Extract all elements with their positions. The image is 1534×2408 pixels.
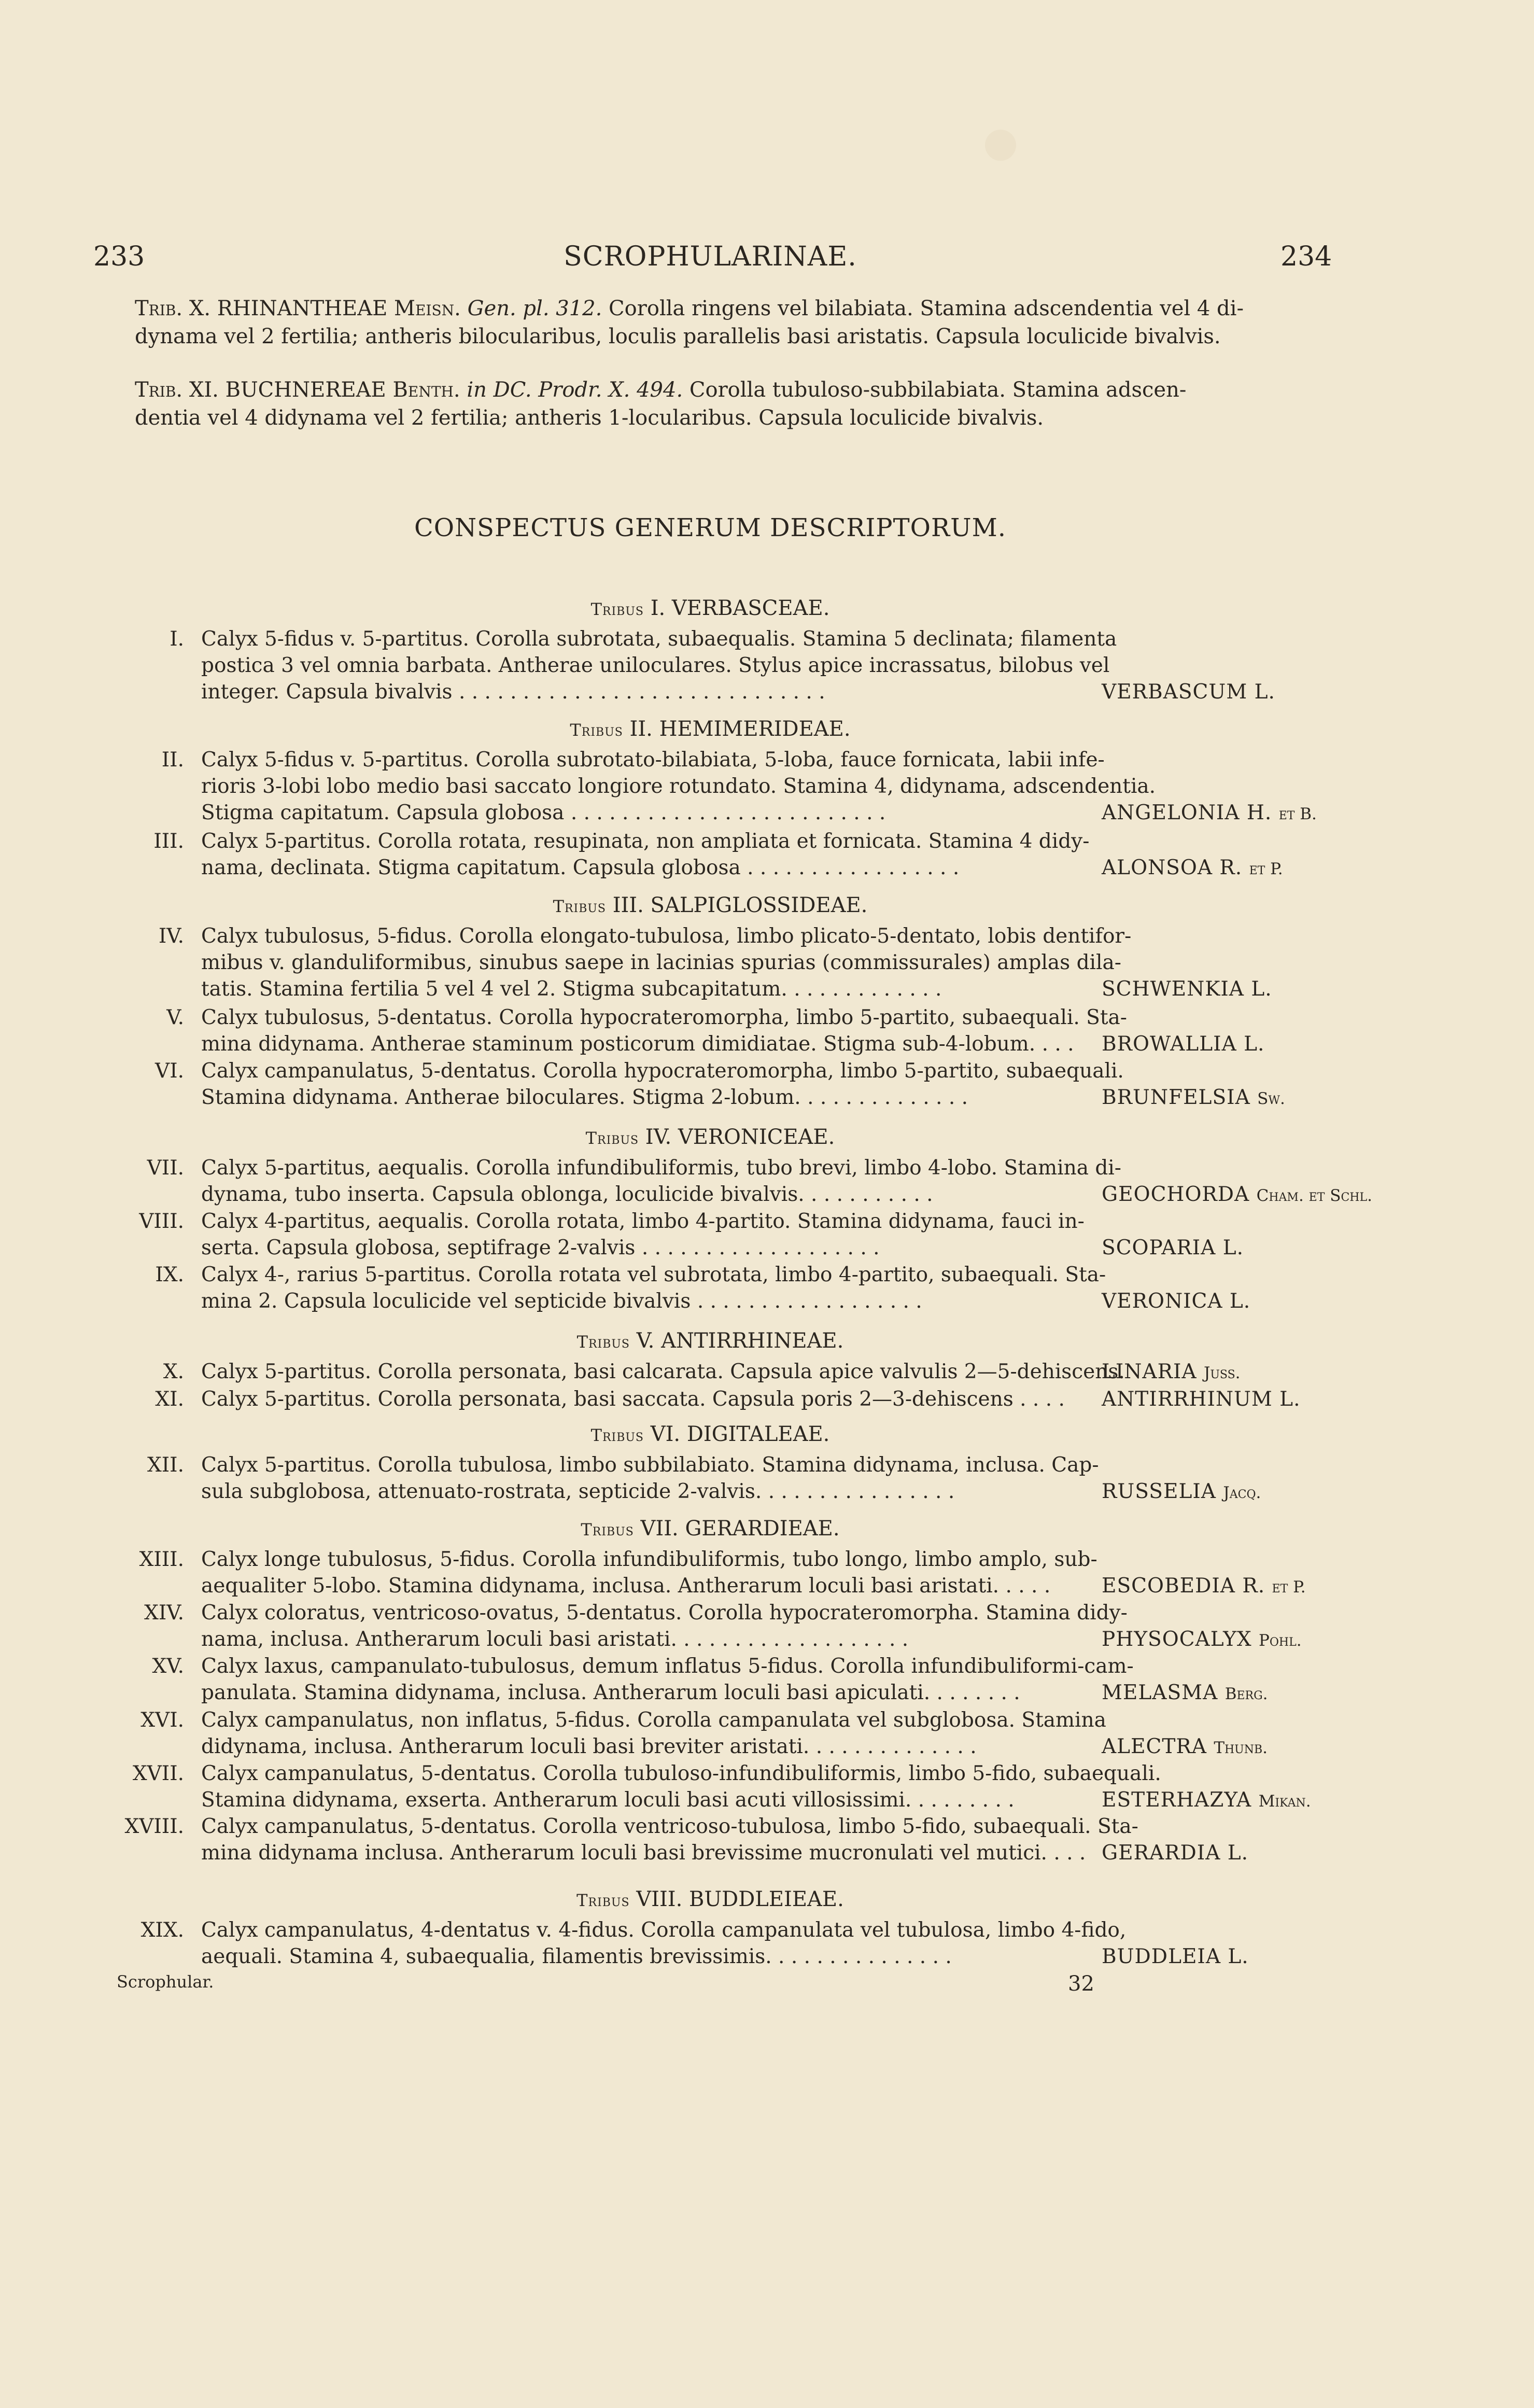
tribus-heading: Tribus I. VERBASCEAE. (590, 596, 830, 620)
entry-description-line: Calyx 4-partitus, aequalis. Corolla rotata, limbo 4-partito. Stamina didynama, fauci in- (201, 1210, 1085, 1233)
genus-name (1102, 1360, 1241, 1383)
entry-description-line: integer. Capsula bivalvis . . . . . . . . . . . . . . . . . . . . . . . . . . . . . (201, 680, 825, 704)
tribe-intro-xi (135, 376, 1327, 432)
tribus-heading: Tribus VI. DIGITALEAE. (590, 1422, 830, 1446)
genus-name (1102, 1574, 1306, 1598)
entry-description-line: Stigma capitatum. Capsula globosa . . . . . . . . . . . . . . . . . . . . . . . . . (201, 801, 886, 824)
entry-description-line: postica 3 vel omnia barbata. Antherae uniloculares. Stylus apice incrassatus, bilobus vel (201, 654, 1110, 677)
entry-number: XI. (155, 1388, 184, 1411)
tribe-intro-line: dentia vel 4 didynama vel 2 fertilia; antheris 1-locularibus. Capsula loculicide bivalvis. (135, 406, 1044, 430)
entry-description-line: Calyx 5-fidus v. 5-partitus. Corolla subrotato-bilabiata, 5-loba, fauce fornicata, labii infe- (201, 748, 1105, 772)
genus-name (1102, 1183, 1372, 1206)
signature-mark: Scrophular. (117, 1972, 214, 1992)
entry-description-line: Calyx tubulosus, 5-dentatus. Corolla hypocrateromorpha, limbo 5-partito, subaequali. Sta- (201, 1006, 1127, 1029)
genus-label: ANTIRRHINUM L. (1102, 1388, 1301, 1411)
entry-description-line: Calyx campanulatus, 5-dentatus. Corolla tubuloso-infundibuliformis, limbo 5-fido, subaequali. (201, 1762, 1161, 1785)
genus-label: VERONICA L. (1102, 1290, 1251, 1313)
genus-label: ALONSOA R. (1102, 856, 1249, 879)
genus-label: BUDDLEIA L. (1102, 1945, 1249, 1968)
entry-number: XII. (147, 1453, 184, 1477)
entry-number: XIII. (139, 1548, 184, 1571)
genus-name (1102, 1681, 1268, 1704)
entry-description-line: mina didynama inclusa. Antherarum loculi basi brevissime mucronulati vel mutici. . . . (201, 1841, 1086, 1865)
tribus-heading: Tribus III. SALPIGLOSSIDEAE. (553, 893, 868, 917)
genus-label: ESTERHAZYA (1102, 1788, 1259, 1812)
entry-description-line: mibus v. glanduliformibus, sinubus saepe in lacinias spurias (commissurales) amplas dila- (201, 951, 1121, 974)
genus-name (1102, 856, 1283, 879)
genus-name (1102, 801, 1317, 824)
genus-name (1102, 1290, 1250, 1313)
genus-author: Mikan. (1258, 1792, 1311, 1811)
entry-description-line: Calyx 5-fidus v. 5-partitus. Corolla subrotata, subaequalis. Stamina 5 declinata; filamenta (201, 627, 1117, 651)
entry-number: II. (161, 748, 184, 772)
entry-number: V. (166, 1006, 184, 1029)
genus-name (1102, 1735, 1268, 1758)
tribus-heading: Tribus VIII. BUDDLEIEAE. (576, 1887, 844, 1911)
genus-label: LINARIA (1102, 1360, 1204, 1383)
genus-label: ANGELONIA H. (1102, 801, 1279, 824)
entry-number: IX. (155, 1263, 184, 1286)
tribe-intro-line: dynama vel 2 fertilia; antheris bilocularibus, loculis parallelis basi aristatis. Capsula loculicide bivalvis. (135, 325, 1221, 348)
right-page-number: 234 (1280, 241, 1332, 272)
genus-name (1102, 1841, 1248, 1865)
entry-number: X. (163, 1360, 184, 1383)
entry-description-line: Calyx campanulatus, non inflatus, 5-fidus. Corolla campanulata vel subglobosa. Stamina (201, 1709, 1106, 1732)
genus-author: Thunb. (1214, 1739, 1268, 1757)
genus-name (1102, 1086, 1285, 1109)
entry-description-line: aequaliter 5-lobo. Stamina didynama, inclusa. Antherarum loculi basi aristati. . . . . (201, 1574, 1051, 1598)
entry-number: IV. (158, 925, 184, 948)
entry-number: VIII. (139, 1210, 184, 1233)
entry-description-line: aequali. Stamina 4, subaequalia, filamentis brevissimis. . . . . . . . . . . . . . . (201, 1945, 952, 1968)
genus-label: ESCOBEDIA R. (1102, 1574, 1272, 1598)
genus-label: SCHWENKIA L. (1102, 977, 1272, 1001)
genus-label: BROWALLIA L. (1102, 1032, 1265, 1056)
entry-description-line: dynama, tubo inserta. Capsula oblonga, loculicide bivalvis. . . . . . . . . . . (201, 1183, 933, 1206)
tribe-intro-line: Trib. XI. BUCHNEREAE Benth. in DC. Prodr. X. 494. Corolla tubuloso-subbilabiata. Stamina adscen- (135, 378, 1187, 402)
entry-description-line: Calyx longe tubulosus, 5-fidus. Corolla infundibuliformis, tubo longo, limbo amplo, sub- (201, 1548, 1097, 1571)
entry-description-line: Calyx 5-partitus. Corolla tubulosa, limbo subbilabiato. Stamina didynama, inclusa. Cap- (201, 1453, 1099, 1477)
genus-label: GERARDIA L. (1102, 1841, 1249, 1865)
genus-label: MELASMA (1102, 1681, 1225, 1704)
entry-description-line: Calyx campanulatus, 5-dentatus. Corolla hypocrateromorpha, limbo 5-partito, subaequali. (201, 1059, 1124, 1083)
genus-name (1102, 1945, 1249, 1968)
entry-description-line: Calyx campanulatus, 5-dentatus. Corolla ventricoso-tubulosa, limbo 5-fido, subaequali. Sta- (201, 1815, 1138, 1838)
entry-description-line: Calyx tubulosus, 5-fidus. Corolla elongato-tubulosa, limbo plicato-5-dentato, lobis dentifor- (201, 925, 1132, 948)
sheet-number: 32 (1068, 1972, 1094, 1996)
entry-number: III. (153, 830, 184, 853)
tribus-heading: Tribus II. HEMIMERIDEAE. (570, 717, 851, 741)
tribe-intro-line: Trib. X. RHINANTHEAE Meisn. Gen. pl. 312. Corolla ringens vel bilabiata. Stamina adscendentia vel 4 di- (135, 297, 1244, 320)
genus-name (1102, 1628, 1302, 1651)
genus-name (1102, 977, 1272, 1001)
entry-number: XIV. (144, 1601, 184, 1625)
entry-description-line: nama, declinata. Stigma capitatum. Capsula globosa . . . . . . . . . . . . . . . . . (201, 856, 960, 879)
entry-number: XVIII. (124, 1815, 184, 1838)
entry-description-line: Calyx 5-partitus, aequalis. Corolla infundibuliformis, tubo brevi, limbo 4-lobo. Stamina di- (201, 1156, 1121, 1180)
entry-description-line: nama, inclusa. Antherarum loculi basi aristati. . . . . . . . . . . . . . . . . . . (201, 1628, 909, 1651)
genus-name (1102, 1480, 1261, 1503)
entry-description-line: Calyx campanulatus, 4-dentatus v. 4-fidus. Corolla campanulata vel tubulosa, limbo 4-fido, (201, 1919, 1127, 1942)
entry-description-line: serta. Capsula globosa, septifrage 2-valvis . . . . . . . . . . . . . . . . . . . (201, 1236, 880, 1259)
entry-description-line: Calyx 4-, rarius 5-partitus. Corolla rotata vel subrotata, limbo 4-partito, subaequali. Sta- (201, 1263, 1106, 1286)
left-page-number: 233 (93, 241, 145, 272)
entry-description-line: Calyx 5-partitus. Corolla rotata, resupinata, non ampliata et fornicata. Stamina 4 didy- (201, 830, 1090, 853)
entry-description-line: sula subglobosa, attenuato-rostrata, septicide 2-valvis. . . . . . . . . . . . . . . . (201, 1480, 955, 1503)
entry-description-line: Calyx laxus, campanulato-tubulosus, demum inflatus 5-fidus. Corolla infundibuliformi-cam- (201, 1655, 1134, 1678)
paper-stain (985, 130, 1016, 161)
tribe-intro-x (135, 295, 1327, 351)
entry-description-line: Calyx coloratus, ventricoso-ovatus, 5-dentatus. Corolla hypocrateromorpha. Stamina didy- (201, 1601, 1128, 1625)
genus-author: et P. (1249, 860, 1283, 878)
entry-description-line: tatis. Stamina fertilia 5 vel 4 vel 2. Stigma subcapitatum. . . . . . . . . . . . . (201, 977, 942, 1001)
entry-description-line: Stamina didynama. Antherae biloculares. Stigma 2-lobum. . . . . . . . . . . . . . (201, 1086, 968, 1109)
entry-description-line: mina didynama. Antherae staminum posticorum dimidiatae. Stigma sub-4-lobum. . . . (201, 1032, 1074, 1056)
entry-number: XVII. (132, 1762, 184, 1785)
entry-number: XV. (152, 1655, 184, 1678)
conspectus-title: CONSPECTUS GENERUM DESCRIPTORUM. (414, 513, 1006, 542)
genus-label: GEOCHORDA (1102, 1183, 1257, 1206)
genus-name (1102, 1788, 1311, 1812)
tribus-heading: Tribus VII. GERARDIEAE. (581, 1517, 840, 1541)
genus-label: PHYSOCALYX (1102, 1628, 1259, 1651)
tribus-heading: Tribus IV. VERONICEAE. (585, 1125, 835, 1149)
tribus-heading: Tribus V. ANTIRRHINEAE. (576, 1329, 844, 1353)
entry-number: XVI. (140, 1709, 184, 1732)
genus-label: RUSSELIA (1102, 1480, 1223, 1503)
genus-label: VERBASCUM L. (1102, 680, 1275, 704)
genus-author: et P. (1272, 1578, 1306, 1597)
entry-number: VII. (147, 1156, 184, 1180)
genus-name (1102, 1032, 1264, 1056)
entry-description-line: Stamina didynama, exserta. Antherarum loculi basi acuti villosissimi. . . . . . . . . (201, 1788, 1015, 1812)
genus-author: et B. (1278, 805, 1317, 823)
entry-description-line: panulata. Stamina didynama, inclusa. Antherarum loculi basi apiculati. . . . . . . . (201, 1681, 1020, 1704)
entry-number: I. (170, 627, 184, 651)
entry-description-line: Calyx 5-partitus. Corolla personata, basi calcarata. Capsula apice valvulis 2—5-dehiscens. (201, 1360, 1125, 1383)
entry-number: XIX. (140, 1919, 184, 1942)
genus-author: Cham. et Schl. (1256, 1186, 1372, 1205)
genus-author: Berg. (1225, 1685, 1268, 1703)
genus-author: Pohl. (1259, 1631, 1302, 1650)
genus-name (1102, 680, 1275, 704)
genus-author: Juss. (1203, 1364, 1241, 1382)
genus-author: Sw. (1257, 1089, 1285, 1108)
genus-author: Jacq. (1223, 1483, 1261, 1502)
genus-label: SCOPARIA L. (1102, 1236, 1244, 1259)
entry-description-line: rioris 3-lobi lobo medio basi saccato longiore rotundato. Stamina 4, didynama, adscendentia. (201, 775, 1156, 798)
entry-number: VI. (155, 1059, 184, 1083)
genus-name (1102, 1236, 1244, 1259)
entry-description-line: Calyx 5-partitus. Corolla personata, basi saccata. Capsula poris 2—3-dehiscens . . . . (201, 1388, 1065, 1411)
entry-description-line: didynama, inclusa. Antherarum loculi basi breviter aristati. . . . . . . . . . . . . . (201, 1735, 977, 1758)
running-title: SCROPHULARINAE. (564, 241, 857, 272)
entry-description-line: mina 2. Capsula loculicide vel septicide bivalvis . . . . . . . . . . . . . . . . . . (201, 1290, 922, 1313)
genus-name (1102, 1388, 1300, 1411)
genus-label: BRUNFELSIA (1102, 1086, 1258, 1109)
genus-label: ALECTRA (1102, 1735, 1214, 1758)
